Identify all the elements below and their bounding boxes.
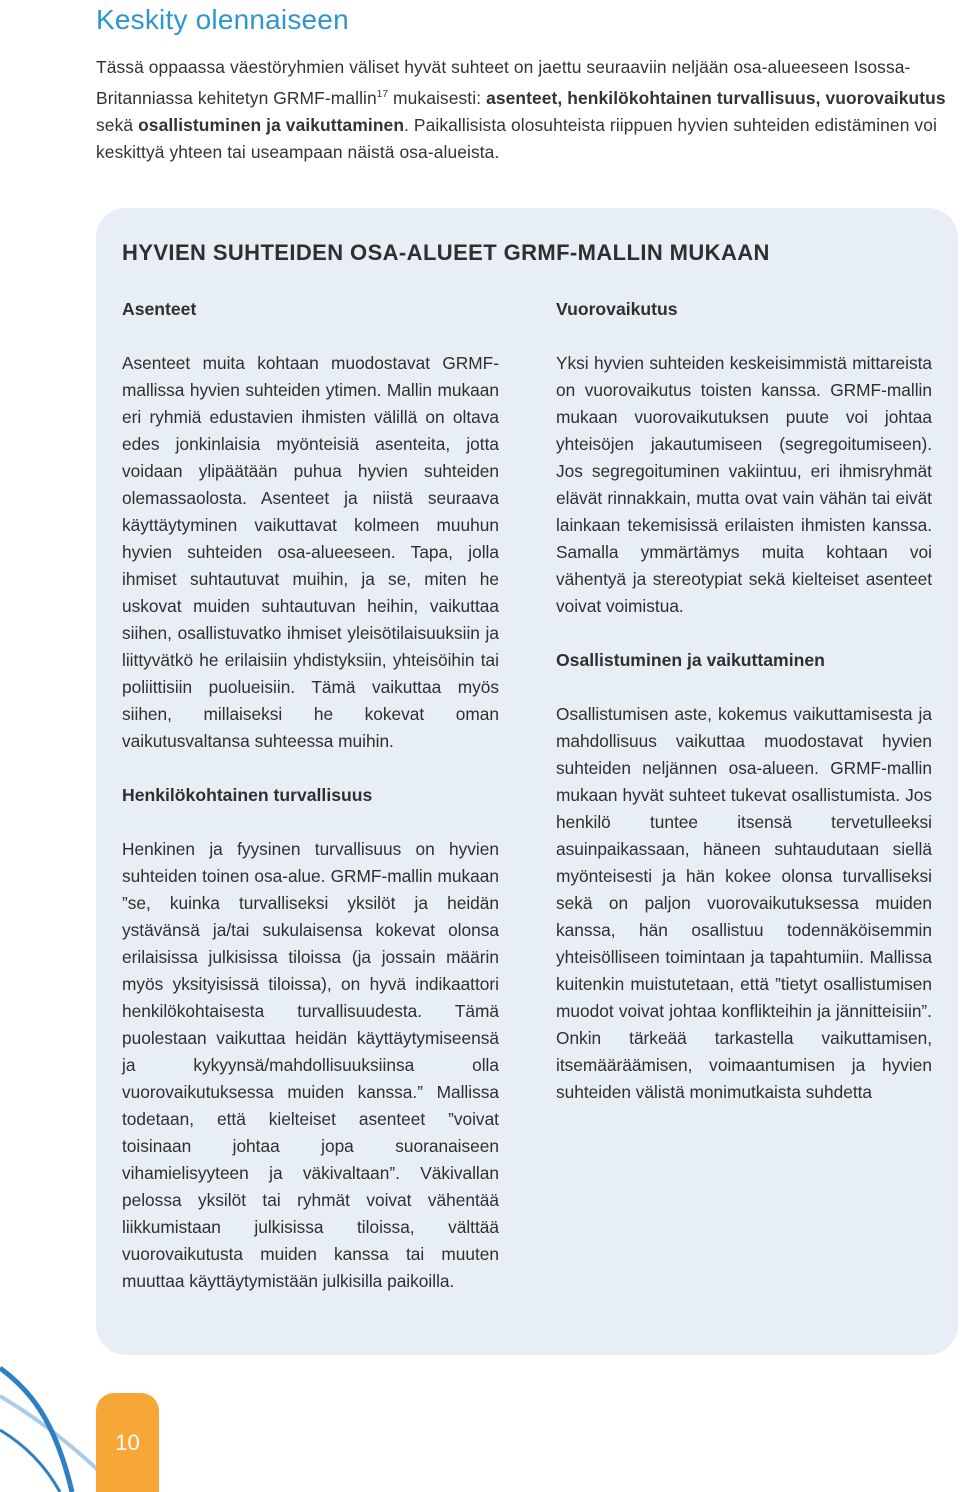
footnote-marker: 17 (376, 89, 389, 100)
swoosh-blue-curve-2 (0, 1430, 60, 1492)
page-title: Keskity olennaiseen (96, 4, 349, 35)
swoosh-blue-curve (0, 1368, 72, 1492)
section-heading-turvallisuus: Henkilökohtainen turvallisuus (122, 785, 373, 805)
section-heading-osallistuminen: Osallistuminen ja vaikuttaminen (556, 650, 825, 670)
section-body-osallistuminen: Osallistumisen aste, kokemus vaikuttamisesta ja mahdollisuus vaikuttaa muodostavat hyvien suhteiden neljännen osa-alueen. GRMF-mallin mukaan hyvät suhteet tukevat osallistumista. Jos henkilö tuntee itsensä tervetulleeksi asuinpaikassaan, häneen suhtaudutaan siellä myönteisesti ja hän kokee olonsa turvalliseksi sekä on paljon vuorovaikutuksessa muiden kanssa, hän osallistuu todennäköisemmin yhteisölliseen toimintaan ja tapahtumiin. Mallissa kuitenkin muistutetaan, että ”tietyt osallistumisen muodot voivat johtaa konflikteihin ja jännitteisiin”. Onkin tärkeää tarkastella vaikuttamisen, itsemääräämisen, voimaantumisen ja hyvien suhteiden välistä monimutkaista suhdetta (556, 704, 932, 1102)
intro-text-1: Tässä oppaassa väestöryhmien väliset hyvät suhteet on jaettu seuraaviin neljään osa-alueeseen Isossa-Britanniassa kehitetyn GRMF-mallin (96, 57, 911, 108)
section-body-vuorovaikutus: Yksi hyvien suhteiden keskeisimmistä mittareista on vuorovaikutus toisten kanssa. GRMF-mallin mukaan vuorovaikutuksen puute voi johtaa yhteisöjen jakautumiseen (segregoitumiseen). Jos segregoituminen vakiintuu, eri ihmisryhmät elävät rinnakkain, mutta ovat vain vähän tai eivät lainkaan tekemisissä erilaisten ihmisten kanssa. Samalla ymmärtämys muita kohtaan voi vähentyä ja stereotypiat sekä kielteiset asenteet voivat voimistua. (556, 353, 932, 616)
intro-paragraph (96, 54, 960, 166)
section-heading-asenteet: Asenteet (122, 299, 197, 319)
section-body-turvallisuus: Henkinen ja fyysinen turvallisuus on hyvien suhteiden toinen osa-alue. GRMF-mallin mukaan ”se, kuinka turvalliseksi yksilöt ja heidän ystävänsä ja/tai sukulaisensa kokevat olonsa erilaisissa julkisissa tiloissa (ja jossain määrin myös yksityisissä tiloissa), on hyvä indikaattori henkilökohtaisesta turvallisuudesta. Tämä puolestaan vaikuttaa heidän käyttäytymiseensä ja kykyynsä/mahdollisuuksiinsa olla vuorovaikutuksessa muiden kanssa.” Mallissa todetaan, että kielteiset asenteet ”voivat toisinaan johtaa jopa suoranaiseen vihamielisyyteen ja väkivaltaan”. Väkivallan pelossa yksilöt tai ryhmät voivat vähentää liikkumistaan julkisissa tiloissa, välttää vuorovaikutusta muiden kanssa tai muuten muuttaa käyttäytymistään julkisilla paikoilla. (122, 839, 499, 1291)
section-body-asenteet: Asenteet muita kohtaan muodostavat GRMF-mallissa hyvien suhteiden ytimen. Mallin mukaan eri ryhmiä edustavien ihmisten välillä on oltava edes jonkinlaisia myönteisiä asenteita, jotta voidaan ylipäätään puhua hyvien suhteiden olemassaolosta. Asenteet ja niistä seuraava käyttäytyminen vaikuttavat kolmeen muuhun hyvien suhteiden osa-alueeseen. Tapa, jolla ihmiset suhtautuvat muihin, ja se, miten he uskovat muiden suhtautuvan heihin, vaikuttaa siihen, osallistuvatko ihmiset yleisötilaisuuksiin ja liittyvätkö he erilaisiin yhdistyksiin, yhteisöihin tai poliittisiin puolueisiin. Tämä vaikuttaa myös siihen, millaiseksi he kokevat oman vaikutusvaltansa suhteessa muihin. (122, 353, 499, 751)
panel-title: HYVIEN SUHTEIDEN OSA-ALUEET GRMF-MALLIN MUKAAN (122, 240, 770, 265)
page-number: 10 (115, 1429, 140, 1455)
intro-text-4: . Paikallisista olosuhteista riippuen hyvien suhteiden edistäminen voi keskittyä yhteen tai useampaan näistä osa-alueista. (96, 114, 937, 162)
intro-text-2: mukaisesti: (388, 87, 487, 108)
intro-bold-areas: asenteet, henkilökohtainen turvallisuus, vuorovaikutus (486, 87, 946, 108)
intro-bold-participation: osallistuminen ja vaikuttaminen (138, 114, 405, 135)
left-column (122, 296, 499, 1322)
intro-text-3: sekä (96, 114, 139, 135)
page-number-tab (96, 1393, 159, 1492)
section-heading-vuorovaikutus: Vuorovaikutus (556, 299, 678, 319)
right-column (556, 296, 932, 1133)
